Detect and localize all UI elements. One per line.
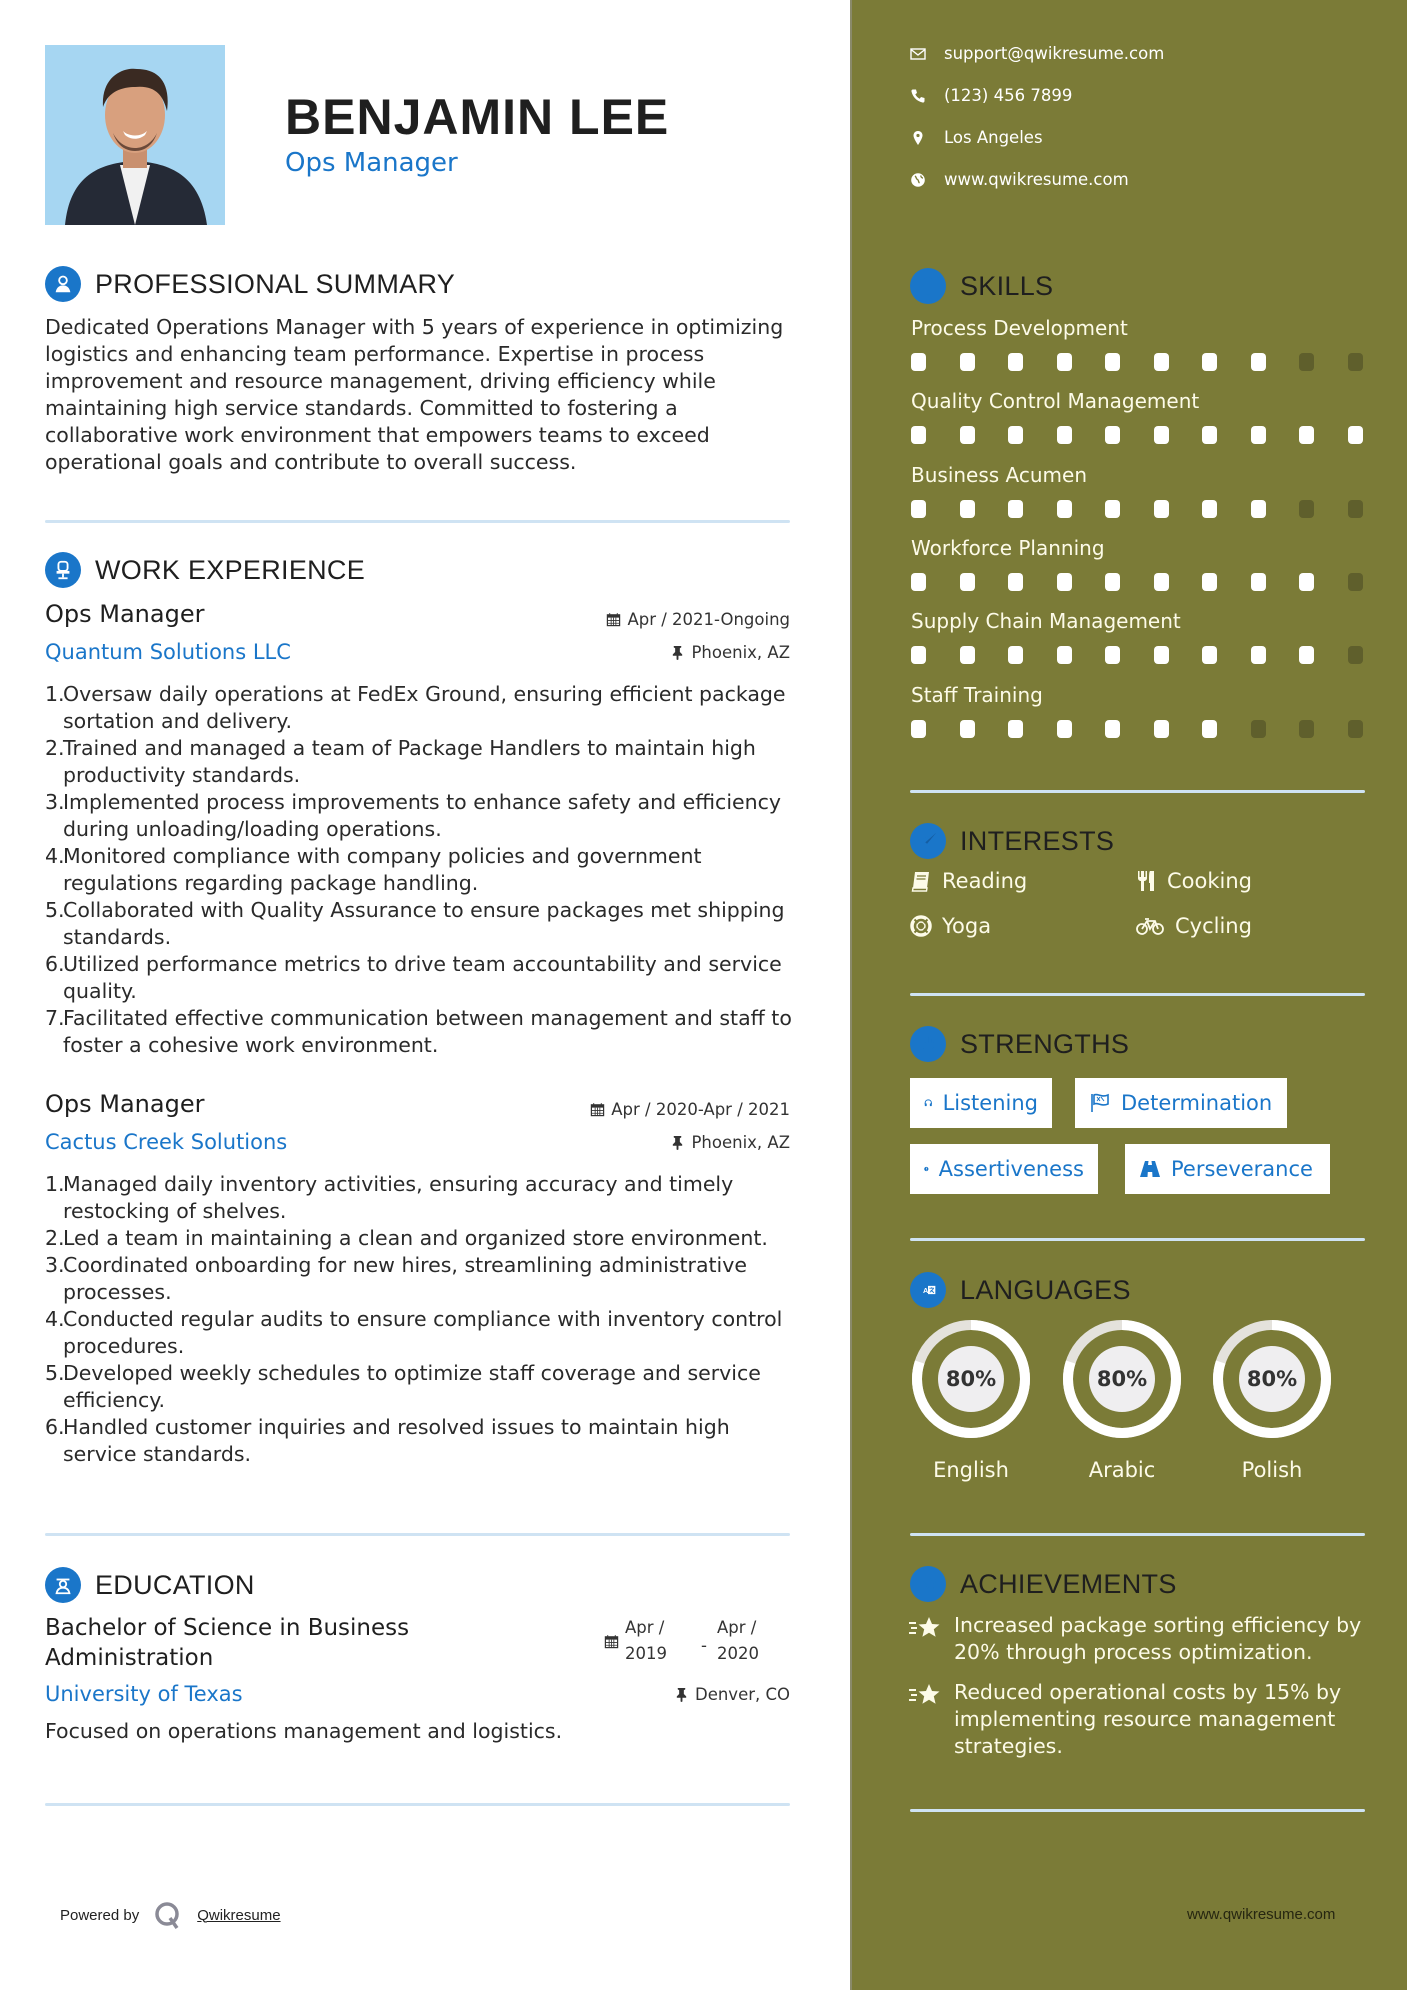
duty-number: 1. xyxy=(45,682,65,706)
skill-level-dot xyxy=(960,573,975,591)
duty-number: 3. xyxy=(45,1253,65,1277)
duty-number: 3. xyxy=(45,790,65,814)
skill-level-dot xyxy=(1202,720,1217,738)
strength-label: Listening xyxy=(942,1091,1038,1115)
candidate-role: Ops Manager xyxy=(285,148,458,178)
strength-label: Determination xyxy=(1121,1091,1273,1115)
skill-level-dot xyxy=(1057,646,1072,664)
job-dates xyxy=(450,610,790,629)
skill-rating xyxy=(911,500,1396,518)
education-dates xyxy=(604,1615,759,1667)
skill-level-dot xyxy=(1251,720,1266,738)
star-badge-icon xyxy=(910,1566,946,1602)
duty-text: Utilized performance metrics to drive team accountability and service quality. xyxy=(63,952,782,1003)
languages-title: LANGUAGES xyxy=(960,1274,1131,1305)
skill-level-dot xyxy=(960,646,975,664)
interest-label: Yoga xyxy=(942,914,992,938)
language-arabic xyxy=(1061,1318,1183,1482)
achievements-title: ACHIEVEMENTS xyxy=(960,1568,1177,1599)
profile-photo xyxy=(45,45,225,225)
section-divider xyxy=(910,1809,1365,1812)
job-title: Ops Manager xyxy=(45,600,205,628)
strength-chip-determination xyxy=(1075,1078,1287,1128)
end-month: Apr / xyxy=(717,1618,757,1637)
map-pin-icon xyxy=(910,130,926,146)
strength-label: Assertiveness xyxy=(938,1157,1084,1181)
summary-title: PROFESSIONAL SUMMARY xyxy=(95,268,456,299)
skill-level-dot xyxy=(1057,426,1072,444)
job-title: Ops Manager xyxy=(45,1090,205,1118)
language-name: Polish xyxy=(1241,1458,1303,1482)
skill-level-dot xyxy=(1105,500,1120,518)
skill-name: Workforce Planning xyxy=(911,536,1105,560)
job-dates-text: Apr / 2021-Ongoing xyxy=(627,610,790,629)
language-percent: 80% xyxy=(1246,1367,1298,1391)
duty-number: 4. xyxy=(45,1307,65,1331)
school-name: University of Texas xyxy=(45,1682,243,1706)
skill-level-dot xyxy=(1202,353,1217,371)
achievement-text: Increased package sorting efficiency by 20% through process optimization. xyxy=(954,1613,1362,1664)
skill-level-dot xyxy=(911,500,926,518)
duty-text: Trained and managed a team of Package Handlers to maintain high productivity standards. xyxy=(63,736,756,787)
skill-name: Business Acumen xyxy=(911,463,1088,487)
location-text: Los Angeles xyxy=(944,128,1043,147)
language-percent: 80% xyxy=(1096,1367,1148,1391)
skill-level-dot xyxy=(1251,353,1266,371)
duty-number: 2. xyxy=(45,736,65,760)
achievement-item xyxy=(908,1612,1368,1666)
experience-title: WORK EXPERIENCE xyxy=(95,554,366,585)
duty-text: Developed weekly schedules to optimize staff coverage and service efficiency. xyxy=(63,1361,761,1412)
skill-level-dot xyxy=(1008,353,1023,371)
strength-chip-assertiveness xyxy=(910,1144,1098,1194)
skill-level-dot xyxy=(1057,353,1072,371)
footer-website[interactable]: www.qwikresume.com xyxy=(1187,1906,1336,1923)
duty-item xyxy=(45,1360,805,1414)
pushpin-icon xyxy=(670,645,685,660)
skill-level-dot xyxy=(1348,500,1363,518)
skill-level-dot xyxy=(1299,720,1314,738)
graduate-icon xyxy=(45,1567,81,1603)
skill-level-dot xyxy=(1202,500,1217,518)
degree-line-2: Administration xyxy=(45,1645,214,1671)
skill-level-dot xyxy=(1251,646,1266,664)
duty-number: 2. xyxy=(45,1226,65,1250)
skill-level-dot xyxy=(1348,720,1363,738)
achievement-item xyxy=(908,1679,1368,1760)
skill-level-dot xyxy=(1008,646,1023,664)
user-icon xyxy=(45,266,81,302)
flag-icon xyxy=(1089,1092,1111,1114)
skill-level-dot xyxy=(1154,500,1169,518)
skill-level-dot xyxy=(1057,500,1072,518)
qwikresume-link[interactable]: Qwikresume xyxy=(197,1906,281,1924)
section-divider xyxy=(45,1803,790,1806)
duty-text: Coordinated onboarding for new hires, streamlining administrative processes. xyxy=(63,1253,747,1304)
language-english xyxy=(910,1318,1032,1482)
interest-label: Cooking xyxy=(1167,869,1252,893)
powered-by xyxy=(60,1900,281,1930)
job-location-text: Phoenix, AZ xyxy=(691,643,790,662)
road-icon xyxy=(1139,1158,1161,1180)
duty-text: Collaborated with Quality Assurance to ensure packages met shipping standards. xyxy=(63,898,785,949)
website-text[interactable]: www.qwikresume.com xyxy=(944,170,1129,189)
strength-chip-perseverance xyxy=(1125,1144,1330,1194)
skill-name: Process Development xyxy=(911,316,1128,340)
skill-level-dot xyxy=(1105,646,1120,664)
progress-ring xyxy=(1211,1318,1333,1440)
globe-icon xyxy=(910,172,926,188)
skill-level-dot xyxy=(1299,573,1314,591)
interest-yoga xyxy=(910,914,991,938)
duty-number: 6. xyxy=(45,1415,65,1439)
section-divider xyxy=(910,1533,1365,1536)
qwikresume-logo-icon xyxy=(153,1900,183,1930)
shooting-star-icon xyxy=(908,1681,942,1709)
degree-line-1: Bachelor of Science in Business xyxy=(45,1615,410,1641)
strength-label: Perseverance xyxy=(1171,1157,1313,1181)
job-dates xyxy=(450,1100,790,1119)
duty-text: Conducted regular audits to ensure compliance with inventory control procedures. xyxy=(63,1307,783,1358)
skill-name: Supply Chain Management xyxy=(911,609,1181,633)
skill-level-dot xyxy=(1251,426,1266,444)
duty-item xyxy=(45,1306,805,1360)
summary-heading xyxy=(45,266,455,302)
calendar-icon xyxy=(604,1634,619,1649)
translate-icon xyxy=(910,1272,946,1308)
skill-level-dot xyxy=(1008,426,1023,444)
skill-level-dot xyxy=(1008,573,1023,591)
date-dash: - xyxy=(701,1636,707,1655)
strengths-heading xyxy=(910,1026,1129,1062)
calendar-icon xyxy=(606,612,621,627)
start-month: Apr / xyxy=(625,1618,665,1637)
language-name: Arabic xyxy=(1088,1458,1156,1482)
skill-level-dot xyxy=(911,720,926,738)
job-location-text: Phoenix, AZ xyxy=(691,1133,790,1152)
headphones-icon xyxy=(924,1092,933,1114)
duty-item xyxy=(45,1005,805,1059)
education-title: EDUCATION xyxy=(95,1569,255,1600)
section-divider xyxy=(910,1238,1365,1241)
end-year: 2020 xyxy=(717,1644,759,1663)
job-location xyxy=(450,1133,790,1152)
skill-level-dot xyxy=(1348,426,1363,444)
skill-level-dot xyxy=(1299,426,1314,444)
languages-heading xyxy=(910,1272,1131,1308)
language-polish xyxy=(1211,1318,1333,1482)
skill-level-dot xyxy=(1202,426,1217,444)
shooting-star-icon xyxy=(908,1614,942,1642)
duty-number: 4. xyxy=(45,844,65,868)
skill-level-dot xyxy=(1154,573,1169,591)
paper-plane-icon xyxy=(910,823,946,859)
skill-rating xyxy=(911,646,1396,664)
contact-location xyxy=(910,128,1043,147)
calendar-icon xyxy=(590,1102,605,1117)
job-location xyxy=(450,643,790,662)
phone-text: (123) 456 7899 xyxy=(944,86,1073,105)
start-year: 2019 xyxy=(625,1644,667,1663)
interest-reading xyxy=(910,869,1027,893)
duty-item xyxy=(45,681,805,735)
duty-text: Implemented process improvements to enhance safety and efficiency during unloading/loading operations. xyxy=(63,790,782,841)
section-divider xyxy=(910,993,1365,996)
interests-title: INTERESTS xyxy=(960,825,1115,856)
svg-text:A: A xyxy=(922,1286,929,1296)
bicycle-icon xyxy=(1135,915,1165,937)
skill-level-dot xyxy=(1348,573,1363,591)
skill-level-dot xyxy=(1251,500,1266,518)
skill-level-dot xyxy=(1154,720,1169,738)
skill-level-dot xyxy=(911,426,926,444)
duty-item xyxy=(45,735,805,789)
skill-level-dot xyxy=(1008,720,1023,738)
skill-level-dot xyxy=(1299,646,1314,664)
section-divider xyxy=(45,1533,790,1536)
skill-level-dot xyxy=(1008,500,1023,518)
duty-item xyxy=(45,843,805,897)
duty-item xyxy=(45,951,805,1005)
job-company: Cactus Creek Solutions xyxy=(45,1130,288,1154)
skill-level-dot xyxy=(1251,573,1266,591)
strength-chip-listening xyxy=(910,1078,1052,1128)
section-divider xyxy=(910,790,1365,793)
strengths-title: STRENGTHS xyxy=(960,1028,1130,1059)
progress-ring xyxy=(1061,1318,1183,1440)
interest-cycling xyxy=(1135,914,1252,938)
experience-heading xyxy=(45,552,365,588)
skill-level-dot xyxy=(1105,720,1120,738)
skill-level-dot xyxy=(1348,646,1363,664)
duty-text: Managed daily inventory activities, ensuring accuracy and timely restocking of shelves. xyxy=(63,1172,734,1223)
achievements-heading xyxy=(910,1566,1177,1602)
office-chair-icon xyxy=(45,552,81,588)
progress-ring xyxy=(910,1318,1032,1440)
skill-rating xyxy=(911,426,1396,444)
skill-level-dot xyxy=(1105,353,1120,371)
skill-name: Quality Control Management xyxy=(911,389,1200,413)
pushpin-icon xyxy=(670,1135,685,1150)
skill-level-dot xyxy=(1202,646,1217,664)
skill-level-dot xyxy=(911,646,926,664)
skills-heading xyxy=(910,268,1053,304)
duty-item xyxy=(45,789,805,843)
skill-rating xyxy=(911,720,1396,738)
education-location-text: Denver, CO xyxy=(694,1685,790,1704)
duty-text: Monitored compliance with company policies and government regulations regarding package handling. xyxy=(63,844,702,895)
skill-level-dot xyxy=(911,353,926,371)
skill-level-dot xyxy=(1057,720,1072,738)
duty-number: 6. xyxy=(45,952,65,976)
skill-level-dot xyxy=(1154,426,1169,444)
duty-item xyxy=(45,1171,805,1225)
language-name: English xyxy=(933,1458,1009,1482)
powered-by-label: Powered by xyxy=(60,1906,140,1924)
duty-number: 5. xyxy=(45,898,65,922)
education-start xyxy=(625,1615,695,1667)
education-heading xyxy=(45,1567,255,1603)
lightbulb-icon xyxy=(910,268,946,304)
interest-cooking xyxy=(1135,869,1252,893)
skill-level-dot xyxy=(1299,500,1314,518)
candidate-name: BENJAMIN LEE xyxy=(285,89,670,145)
language-percent: 80% xyxy=(945,1367,997,1391)
education-description: Focused on operations management and logistics. xyxy=(45,1719,563,1743)
phone-icon xyxy=(910,88,926,104)
email-text[interactable]: support@qwikresume.com xyxy=(944,44,1165,63)
skill-level-dot xyxy=(1057,573,1072,591)
skill-level-dot xyxy=(1105,573,1120,591)
contact-website xyxy=(910,170,1129,189)
job-duties-list xyxy=(45,681,805,1059)
job-dates-text: Apr / 2020-Apr / 2021 xyxy=(611,1100,790,1119)
job-duties-list xyxy=(45,1171,805,1468)
skill-level-dot xyxy=(960,720,975,738)
skill-level-dot xyxy=(960,500,975,518)
degree xyxy=(45,1613,409,1673)
skill-level-dot xyxy=(1348,353,1363,371)
skill-level-dot xyxy=(911,573,926,591)
contact-phone xyxy=(910,86,1072,105)
duty-item xyxy=(45,1225,805,1252)
achievement-text: Reduced operational costs by 15% by implementing resource management strategies. xyxy=(954,1680,1342,1758)
person-photo-icon xyxy=(45,45,225,225)
utensils-icon xyxy=(1135,870,1157,892)
skill-level-dot xyxy=(1299,353,1314,371)
exclamation-icon xyxy=(924,1158,929,1180)
education-location xyxy=(450,1685,790,1704)
job-company: Quantum Solutions LLC xyxy=(45,640,291,664)
book-icon xyxy=(910,870,932,892)
duty-number: 5. xyxy=(45,1361,65,1385)
duty-text: Led a team in maintaining a clean and organized store environment. xyxy=(63,1226,768,1250)
summary-text: Dedicated Operations Manager with 5 years of experience in optimizing logistics and enhancing team performance. Expertise in process improvement and resource management, driving efficiency while maintaining high service standards. Committed to fostering a collaborative work environment that empowers teams to exceed operational goals and contribute to overall success. xyxy=(45,315,784,474)
education-end xyxy=(717,1615,759,1667)
duty-text: Oversaw daily operations at FedEx Ground, ensuring efficient package sortation and delivery. xyxy=(63,682,786,733)
section-divider xyxy=(45,520,790,523)
duty-item xyxy=(45,897,805,951)
skill-rating xyxy=(911,353,1396,371)
skill-level-dot xyxy=(1154,646,1169,664)
duty-item xyxy=(45,1414,805,1468)
lifebuoy-icon xyxy=(910,915,932,937)
interest-label: Cycling xyxy=(1175,914,1252,938)
raised-fist-icon xyxy=(910,1026,946,1062)
duty-number: 1. xyxy=(45,1172,65,1196)
pushpin-icon xyxy=(674,1687,689,1702)
interests-heading xyxy=(910,823,1114,859)
skill-level-dot xyxy=(1202,573,1217,591)
duty-item xyxy=(45,1252,805,1306)
skill-level-dot xyxy=(1105,426,1120,444)
skill-level-dot xyxy=(960,426,975,444)
interest-label: Reading xyxy=(942,869,1028,893)
duty-text: Facilitated effective communication between management and staff to foster a cohesive work environment. xyxy=(63,1006,792,1057)
duty-number: 7. xyxy=(45,1006,65,1030)
skill-level-dot xyxy=(960,353,975,371)
skill-level-dot xyxy=(1154,353,1169,371)
skills-title: SKILLS xyxy=(960,270,1054,301)
duty-text: Handled customer inquiries and resolved issues to maintain high service standards. xyxy=(63,1415,730,1466)
contact-email xyxy=(910,44,1164,63)
skill-rating xyxy=(911,573,1396,591)
envelope-icon xyxy=(910,46,926,62)
skill-name: Staff Training xyxy=(911,683,1043,707)
